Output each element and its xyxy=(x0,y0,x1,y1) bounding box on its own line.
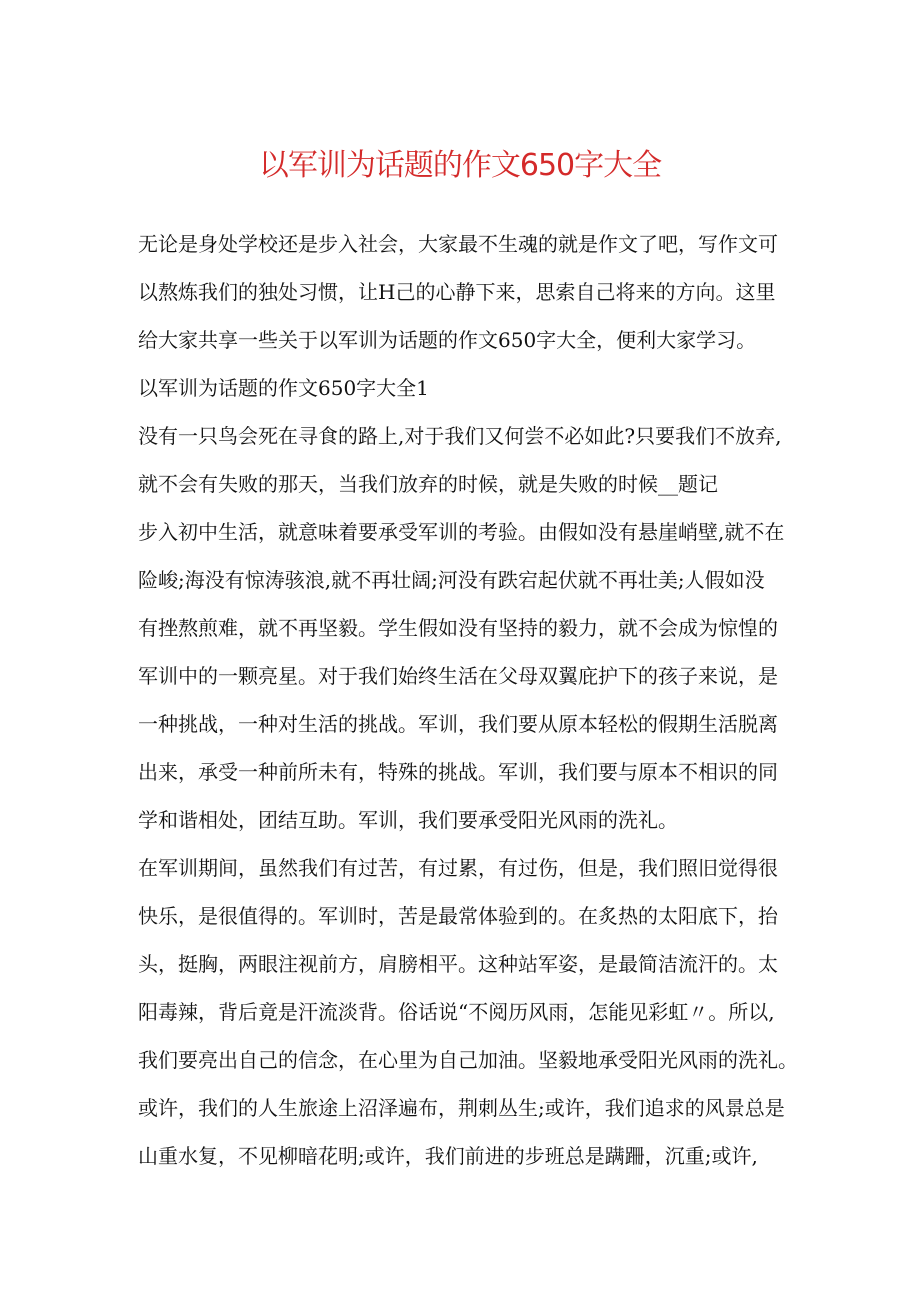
body-line: 步入初中生活，就意味着要承受军训的考验。由假如没有悬崖峭壁,就不在 xyxy=(138,520,785,544)
body-line: 给大家共享一些关于以军训为话题的作文650字大全，便利大家学习。 xyxy=(138,328,757,352)
body-line: 就不会有失败的那天，当我们放弃的时候，就是失败的时候__题记 xyxy=(138,472,718,496)
body-line: 以熬炼我们的独处习惯，让H己的心静下来，思索自己将来的方向。这里 xyxy=(138,280,776,304)
body-line: 军训中的一颗亮星。对于我们始终生活在父母双翼庇护下的孩子来说，是 xyxy=(138,664,778,688)
body-line: 在军训期间，虽然我们有过苦，有过累，有过伤，但是，我们照旧觉得很 xyxy=(138,856,778,880)
body-line: 学和谐相处，团结互助。军训，我们要承受阳光风雨的洗礼。 xyxy=(138,808,678,832)
body-line: 头，挺胸，两眼注视前方，肩膀相平。这种站军姿，是最简洁流汗的。太 xyxy=(138,952,778,976)
document-title: 以军训为话题的作文650字大全 xyxy=(258,148,662,183)
body-line: 阳毒辣，背后竟是汗流淡背。俗话说“不阅历风雨，怎能见彩虹〃。所以, xyxy=(138,1000,775,1024)
body-line: 山重水复，不见柳暗花明;或许，我们前进的步班总是蹒跚，沉重;或许, xyxy=(138,1144,758,1168)
body-line: 有挫熬煎难，就不再坚毅。学生假如没有坚持的毅力，就不会成为惊惶的 xyxy=(138,616,778,640)
body-line: 无论是身处学校还是步入社会，大家最不生魂的就是作文了吧，写作文可 xyxy=(138,232,778,256)
body-line: 没有一只鸟会死在寻食的路上,对于我们又何尝不必如此?只要我们不放弃, xyxy=(138,424,782,448)
body-line: 快乐，是很值得的。军训时，苦是最常体验到的。在炙热的太阳底下，抬 xyxy=(138,904,778,928)
section-heading: 以军训为话题的作文650字大全1 xyxy=(138,376,429,400)
body-line: 或许，我们的人生旅途上沼泽遍布，荆刺丛生;或许，我们追求的风景总是 xyxy=(138,1096,785,1120)
body-line: 险峻;海没有惊涛骇浪,就不再壮阔;河没有跌宕起伏就不再壮美;人假如没 xyxy=(138,568,765,592)
body-line: 一种挑战，一种对生活的挑战。军训，我们要从原本轻松的假期生活脱离 xyxy=(138,712,778,736)
body-line: 我们要亮出自己的信念，在心里为自己加油。坚毅地承受阳光风雨的洗礼。 xyxy=(138,1048,798,1072)
body-line: 出来，承受一种前所未有，特殊的挑战。军训，我们要与原本不相识的同 xyxy=(138,760,778,784)
